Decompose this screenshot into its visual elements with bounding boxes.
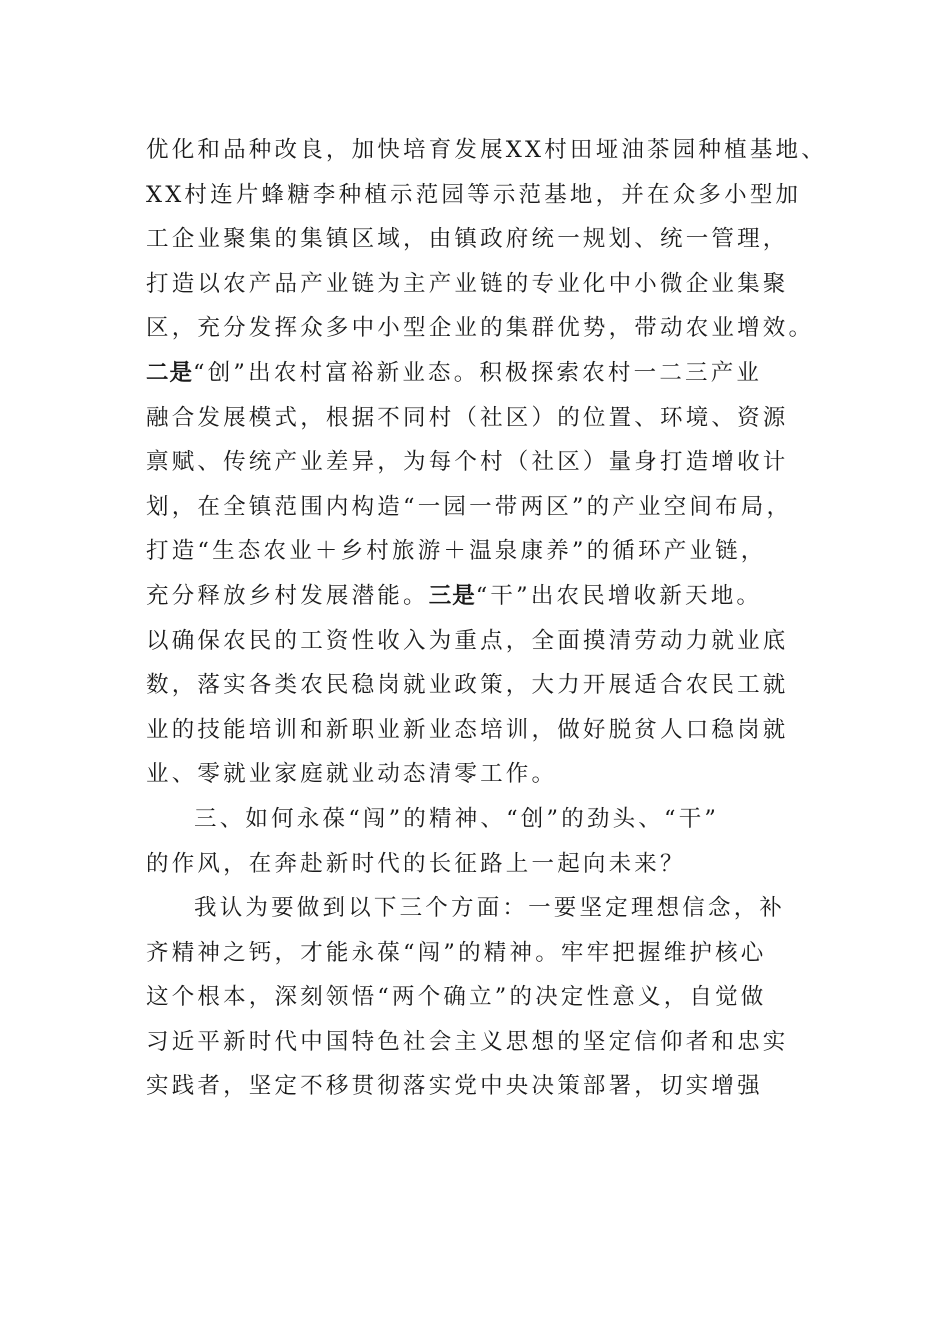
- text-line-19: 齐精神之钙，才能永葆“闯”的精神。牢牢把握维护核心: [146, 939, 767, 966]
- text-line-20: 这个根本，深刻领悟“两个确立”的决定性意义，自觉做: [146, 984, 767, 1011]
- text-line-11: 充分释放乡村发展潜能。三是“干”出农民增收新天地。: [146, 582, 763, 609]
- text-line-6: 二是“创”出农村富裕新业态。积极探索农村一二三产业: [146, 359, 763, 386]
- text-line-5: 区，充分发挥众多中小型企业的集群优势，带动农业增效。: [146, 315, 815, 342]
- section-heading-line-1: 三、如何永葆“闯”的精神、“创”的劲头、“干”: [194, 805, 720, 832]
- text-line-3: 工企业聚集的集镇区域，由镇政府统一规划、统一管理，: [146, 226, 789, 253]
- text-line-22: 实践者，坚定不移贯彻落实党中央决策部署，切实增强: [146, 1073, 763, 1100]
- text-line-13: 数，落实各类农民稳岗就业政策，大力开展适合农民工就: [146, 672, 789, 699]
- text-line-12: 以确保农民的工资性收入为重点，全面摸清劳动力就业底: [146, 627, 789, 654]
- text-line-10: 打造“生态农业＋乡村旅游＋温泉康养”的循环产业链，: [146, 538, 767, 565]
- document-body: [146, 128, 826, 1109]
- text-line-14: 业的技能培训和新职业新业态培训，做好脱贫人口稳岗就: [146, 716, 789, 743]
- text-line-8: 禀赋、传统产业差异，为每个村（社区）量身打造增收计: [146, 449, 789, 476]
- text-line-2: XX村连片蜂糖李种植示范园等示范基地，并在众多小型加: [146, 181, 802, 208]
- text-line-1: 优化和品种改良，加快培育发展XX村田垭油茶园种植基地、: [146, 137, 827, 163]
- text-line-21: 习近平新时代中国特色社会主义思想的坚定信仰者和忠实: [146, 1028, 789, 1055]
- bold-lead-phrase: 三是: [428, 582, 476, 609]
- bold-lead-phrase: 二是: [146, 359, 194, 386]
- text-line-15: 业、零就业家庭就业动态清零工作。: [146, 761, 558, 788]
- text-line-7: 融合发展模式，根据不同村（社区）的位置、环境、资源: [146, 404, 789, 431]
- text-line-18: 我认为要做到以下三个方面：一要坚定理想信念，补: [194, 895, 786, 922]
- section-heading-line-2: 的作风，在奔赴新时代的长征路上一起向未来？: [146, 850, 686, 877]
- text-line-9: 划，在全镇范围内构造“一园一带两区”的产业空间布局，: [146, 493, 793, 520]
- text-line-4: 打造以农产品产业链为主产业链的专业化中小微企业集聚: [146, 270, 789, 297]
